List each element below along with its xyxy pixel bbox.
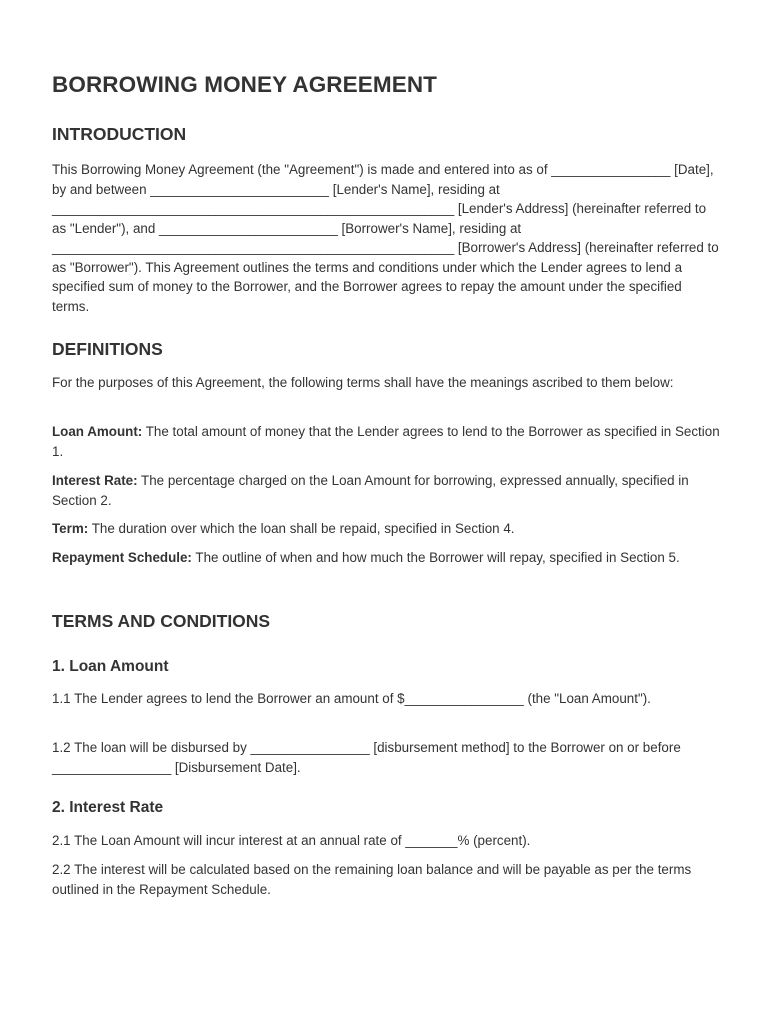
- definition-term: Term:: [52, 521, 89, 536]
- definition-term: Repayment Schedule:: [52, 550, 192, 565]
- clause-2-2: 2.2 The interest will be calculated based on the remaining loan balance and will be payable as per the terms outlined in the Repayment Schedule.: [52, 862, 692, 897]
- definition-text: The outline of when and how much the Borrower will repay, specified in Section 5.: [191, 550, 680, 565]
- introduction-paragraph: This Borrowing Money Agreement (the "Agreement") is made and entered into as of ________________ [Date], by and between ________________________ [Lender's Name], residing at ______________________________________________________ [Lender's Address] (hereinafter referred to as "Lender"), and ________________________ [Borrower's Name], residing at ______________________________________________________ [Borrower's Address] (hereinafter referred to as "Borrower"). This Agreement outlines the terms and conditions under which the Lender agrees to lend a specified sum of money to the Borrower, and the Borrower agrees to repay the amount under the specified terms.: [52, 162, 719, 314]
- document-title: BORROWING MONEY AGREEMENT: [52, 72, 438, 97]
- definition-interest-rate: [52, 471, 720, 510]
- definition-text: The total amount of money that the Lender agrees to lend to the Borrower as specified in Section 1.: [52, 424, 720, 459]
- section-1-heading: 1. Loan Amount: [52, 658, 169, 675]
- definition-repayment-schedule: [52, 548, 720, 568]
- terms-heading: TERMS AND CONDITIONS: [52, 611, 271, 631]
- clause-1-1: 1.1 The Lender agrees to lend the Borrower an amount of $________________ (the "Loan Amount").: [52, 691, 651, 706]
- definition-text: The percentage charged on the Loan Amount for borrowing, expressed annually, specified in Section 2.: [52, 473, 689, 508]
- definition-term-duration: [52, 519, 720, 539]
- definition-text: The duration over which the loan shall be repaid, specified in Section 4.: [88, 521, 515, 536]
- clause-2-1: 2.1 The Loan Amount will incur interest at an annual rate of _______% (percent).: [52, 833, 531, 848]
- section-2-heading: 2. Interest Rate: [52, 799, 164, 816]
- definition-loan-amount: [52, 422, 720, 461]
- introduction-heading: INTRODUCTION: [52, 124, 187, 144]
- clause-1-2: 1.2 The loan will be disbursed by ________________ [disbursement method] to the Borrower on or before ________________ [Disbursement Date].: [52, 740, 681, 775]
- definition-term: Loan Amount:: [52, 424, 143, 439]
- definitions-heading: DEFINITIONS: [52, 339, 163, 359]
- definitions-intro: For the purposes of this Agreement, the following terms shall have the meanings ascribed to them below:: [52, 375, 674, 390]
- definition-term: Interest Rate:: [52, 473, 138, 488]
